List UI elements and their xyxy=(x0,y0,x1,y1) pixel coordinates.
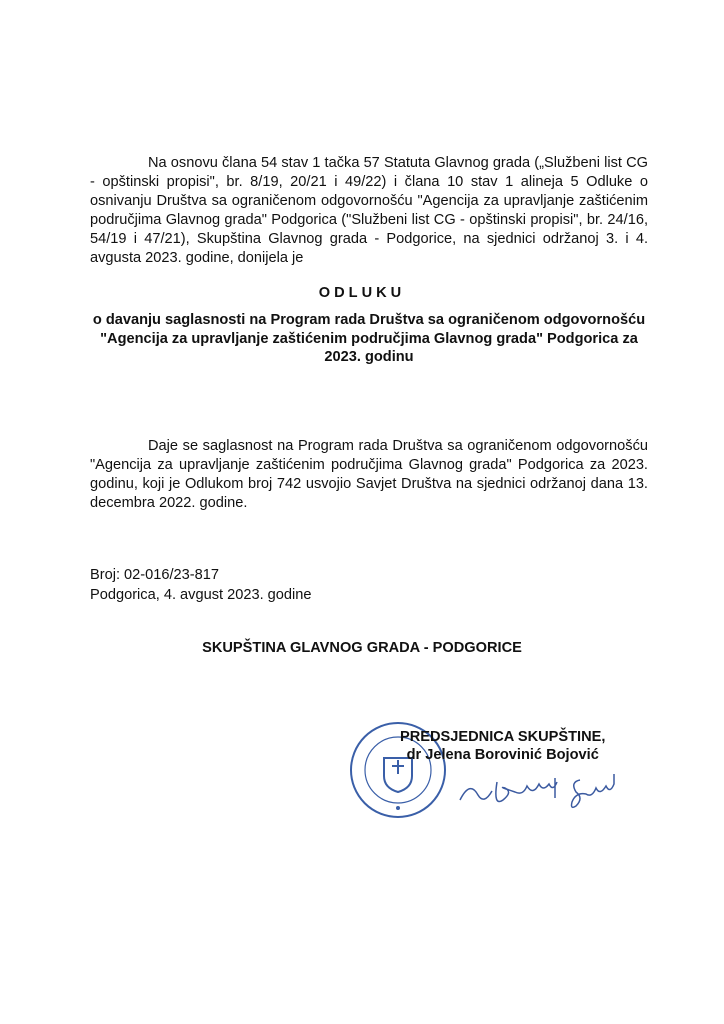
signatory-title: PREDSJEDNICA SKUPŠTINE, xyxy=(400,729,606,745)
signatory-name: dr Jelena Borovinić Bojović xyxy=(406,747,599,763)
signature xyxy=(455,770,635,815)
document-title: ODLUKU xyxy=(318,285,406,301)
place-date: Podgorica, 4. avgust 2023. godine xyxy=(90,587,312,603)
preamble-paragraph: Na osnovu člana 54 stav 1 tačka 57 Statuta Glavnog grada („Službeni list CG - opštinski propisi", br. 8/19, 20/21 i 49/22) i člana 10 stav 1 alineja 5 Odluke o osnivanju Društva sa ograničenom odgovornošću "Agencija za upravljanje zaštićenim područjima Glavnog grada" Podgorica ("Službeni list CG - opštinski propisi", br. 24/16, 54/19 i 47/21), Skupština Glavnog grada - Podgorice, na sjednici održanoj 3. i 4. avgusta 2023. godine, donijela je xyxy=(90,155,648,266)
council-name: SKUPŠTINA GLAVNOG GRADA - PODGORICE xyxy=(202,640,522,656)
signatory-block xyxy=(400,728,605,764)
body-paragraph: Daje se saglasnost na Program rada Društva sa ograničenom odgovornošću "Agencija za upravljanje zaštićenim područjima Glavnog grada" Podgorica za 2023. godinu, koji je Odlukom broj 742 usvojio Savjet Društva na sjednici održanoj dana 13. decembra 2022. godine. xyxy=(90,438,648,511)
document-number: Broj: 02-016/23-817 xyxy=(90,567,219,583)
document-subtitle: o davanju saglasnosti na Program rada Društva sa ograničenom odgovornošću "Agencija za upravljanje zaštićenim područjima Glavnog grada" Podgorica za 2023. godinu xyxy=(92,312,646,365)
